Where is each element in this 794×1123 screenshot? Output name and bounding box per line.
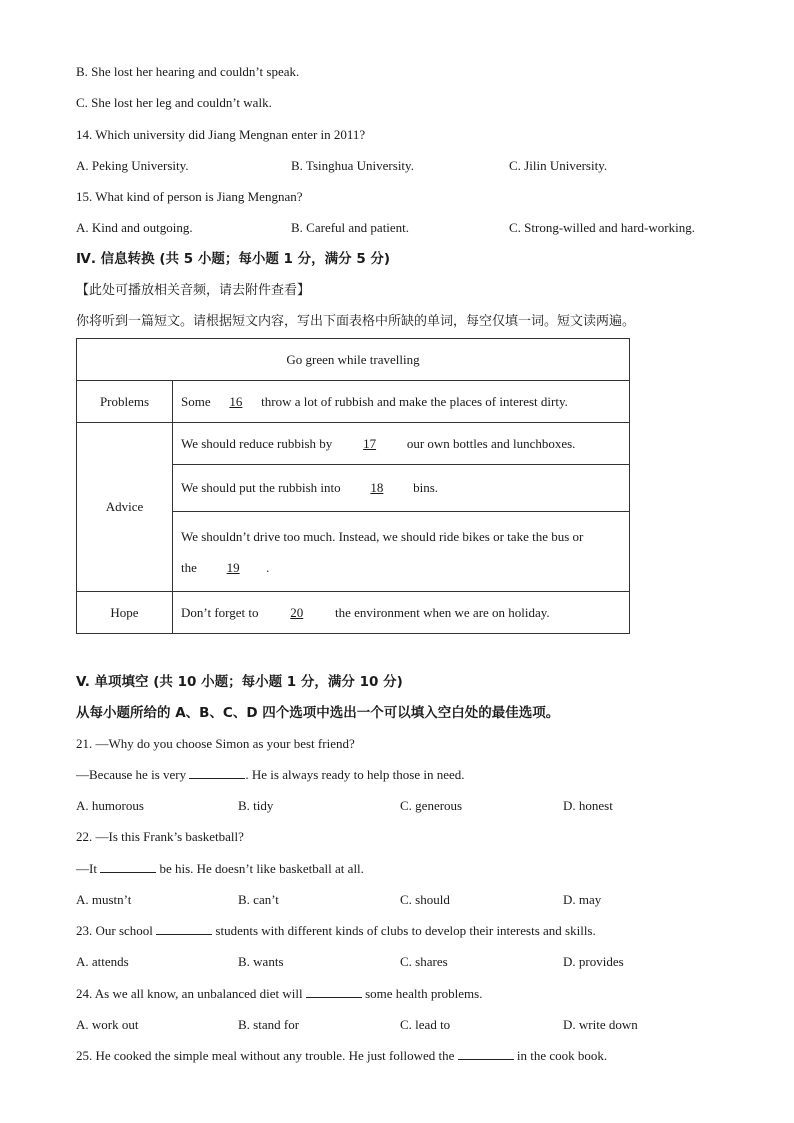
- q22-option-c: C. should: [400, 892, 450, 907]
- q24-option-a: A. work out: [76, 1017, 139, 1032]
- section5-heading: V. 单项填空 (共 10 小题；每小题 1 分，满分 10 分): [76, 674, 403, 690]
- q15-stem: 15. What kind of person is Jiang Mengnan?: [76, 189, 303, 204]
- advice2-pre: We should put the rubbish into: [181, 480, 344, 495]
- q24-blank[interactable]: [306, 986, 362, 998]
- problems-text-post: throw a lot of rubbish and make the places of interest dirty.: [257, 393, 568, 409]
- q25-line1: [76, 1048, 607, 1064]
- q21-post: . He is always ready to help those in need.: [245, 767, 465, 782]
- q15-option-a: A. Kind and outgoing.: [76, 220, 193, 235]
- q14-stem: 14. Which university did Jiang Mengnan enter in 2011?: [76, 127, 366, 142]
- q13-option-b: B. She lost her hearing and couldn’t speak.: [76, 64, 300, 79]
- blank-18[interactable]: 18: [370, 480, 384, 495]
- q25-blank[interactable]: [458, 1048, 514, 1060]
- q23-line1: [76, 923, 596, 939]
- q21-pre: —Because he is very: [76, 767, 190, 782]
- advice1-post: our own bottles and lunchboxes.: [403, 435, 576, 451]
- q24-option-d: D. write down: [563, 1017, 638, 1032]
- advice-cell-2: [173, 465, 630, 512]
- info-table: [76, 338, 630, 634]
- q14-option-a: A. Peking University.: [76, 158, 189, 173]
- table-title: Go green while travelling: [77, 339, 630, 381]
- blank-16[interactable]: 16: [229, 393, 243, 409]
- advice2-post: bins.: [409, 480, 439, 495]
- q22-blank[interactable]: [100, 861, 156, 873]
- section5-instruction: 从每小题所给的 A、B、C、D 四个选项中选出一个可以填入空白处的最佳选项。: [76, 705, 560, 721]
- q21-option-b: B. tidy: [238, 798, 274, 813]
- audio-note: 【此处可播放相关音频，请去附件查看】: [76, 283, 311, 298]
- blank-20[interactable]: 20: [290, 604, 304, 620]
- q22-pre: —It: [76, 861, 101, 876]
- q15-option-b: B. Careful and patient.: [291, 220, 410, 235]
- q25-pre: 25. He cooked the simple meal without any trouble. He just followed the: [76, 1048, 458, 1063]
- q21-blank[interactable]: [189, 767, 245, 779]
- q22-option-d: D. may: [563, 892, 602, 907]
- q21-line2: [76, 767, 465, 783]
- q24-line1: [76, 986, 482, 1002]
- q22-post: be his. He doesn’t like basketball at all.: [156, 861, 364, 876]
- q23-option-d: D. provides: [563, 954, 624, 969]
- advice1-pre: We should reduce rubbish by: [181, 435, 336, 451]
- q13-option-c: C. She lost her leg and couldn’t walk.: [76, 95, 272, 110]
- q23-option-b: B. wants: [238, 954, 284, 969]
- q21-option-a: A. humorous: [76, 798, 144, 813]
- q23-pre: 23. Our school: [76, 923, 157, 938]
- q24-option-c: C. lead to: [400, 1017, 451, 1032]
- blank-17[interactable]: 17: [363, 435, 377, 451]
- q21-option-d: D. honest: [563, 798, 613, 813]
- hope-cell: [173, 592, 630, 634]
- q23-option-c: C. shares: [400, 954, 448, 969]
- advice3-line1: We shouldn’t drive too much. Instead, we should ride bikes or take the bus or: [181, 528, 584, 544]
- q22-option-b: B. can’t: [238, 892, 279, 907]
- q22-line2: [76, 861, 364, 877]
- q23-option-a: A. attends: [76, 954, 129, 969]
- problems-text-pre: Some: [181, 393, 214, 409]
- q23-post: students with different kinds of clubs to develop their interests and skills.: [212, 923, 596, 938]
- q15-option-c: C. Strong-willed and hard-working.: [509, 220, 695, 235]
- advice3-post: .: [266, 559, 270, 575]
- hope-post: the environment when we are on holiday.: [331, 604, 550, 620]
- hope-pre: Don’t forget to: [181, 604, 262, 620]
- q25-post: in the cook book.: [513, 1048, 608, 1063]
- problems-label: Problems: [77, 381, 173, 423]
- q22-option-a: A. mustn’t: [76, 892, 132, 907]
- q14-option-b: B. Tsinghua University.: [291, 158, 414, 173]
- advice-label: Advice: [77, 423, 173, 592]
- q24-post: some health problems.: [361, 986, 483, 1001]
- section4-heading: Ⅳ. 信息转换 (共 5 小题；每小题 1 分，满分 5 分): [76, 251, 391, 267]
- section4-instruction: 你将听到一篇短文。请根据短文内容，写出下面表格中所缺的单词，每空仅填一词。短文读两遍。: [76, 314, 636, 329]
- q14-option-c: C. Jilin University.: [509, 158, 608, 173]
- q21-line1: 21. —Why do you choose Simon as your best friend?: [76, 736, 355, 751]
- q24-option-b: B. stand for: [238, 1017, 300, 1032]
- blank-19[interactable]: 19: [226, 559, 240, 575]
- q24-pre: 24. As we all know, an unbalanced diet will: [76, 986, 306, 1001]
- advice3-pre: the: [181, 559, 201, 575]
- q21-option-c: C. generous: [400, 798, 463, 813]
- hope-label: Hope: [77, 592, 173, 634]
- q23-blank[interactable]: [156, 923, 212, 935]
- advice-cell-3: [173, 512, 630, 592]
- problems-cell: [173, 381, 630, 423]
- advice-cell-1: [173, 423, 630, 465]
- q22-line1: 22. —Is this Frank’s basketball?: [76, 829, 244, 844]
